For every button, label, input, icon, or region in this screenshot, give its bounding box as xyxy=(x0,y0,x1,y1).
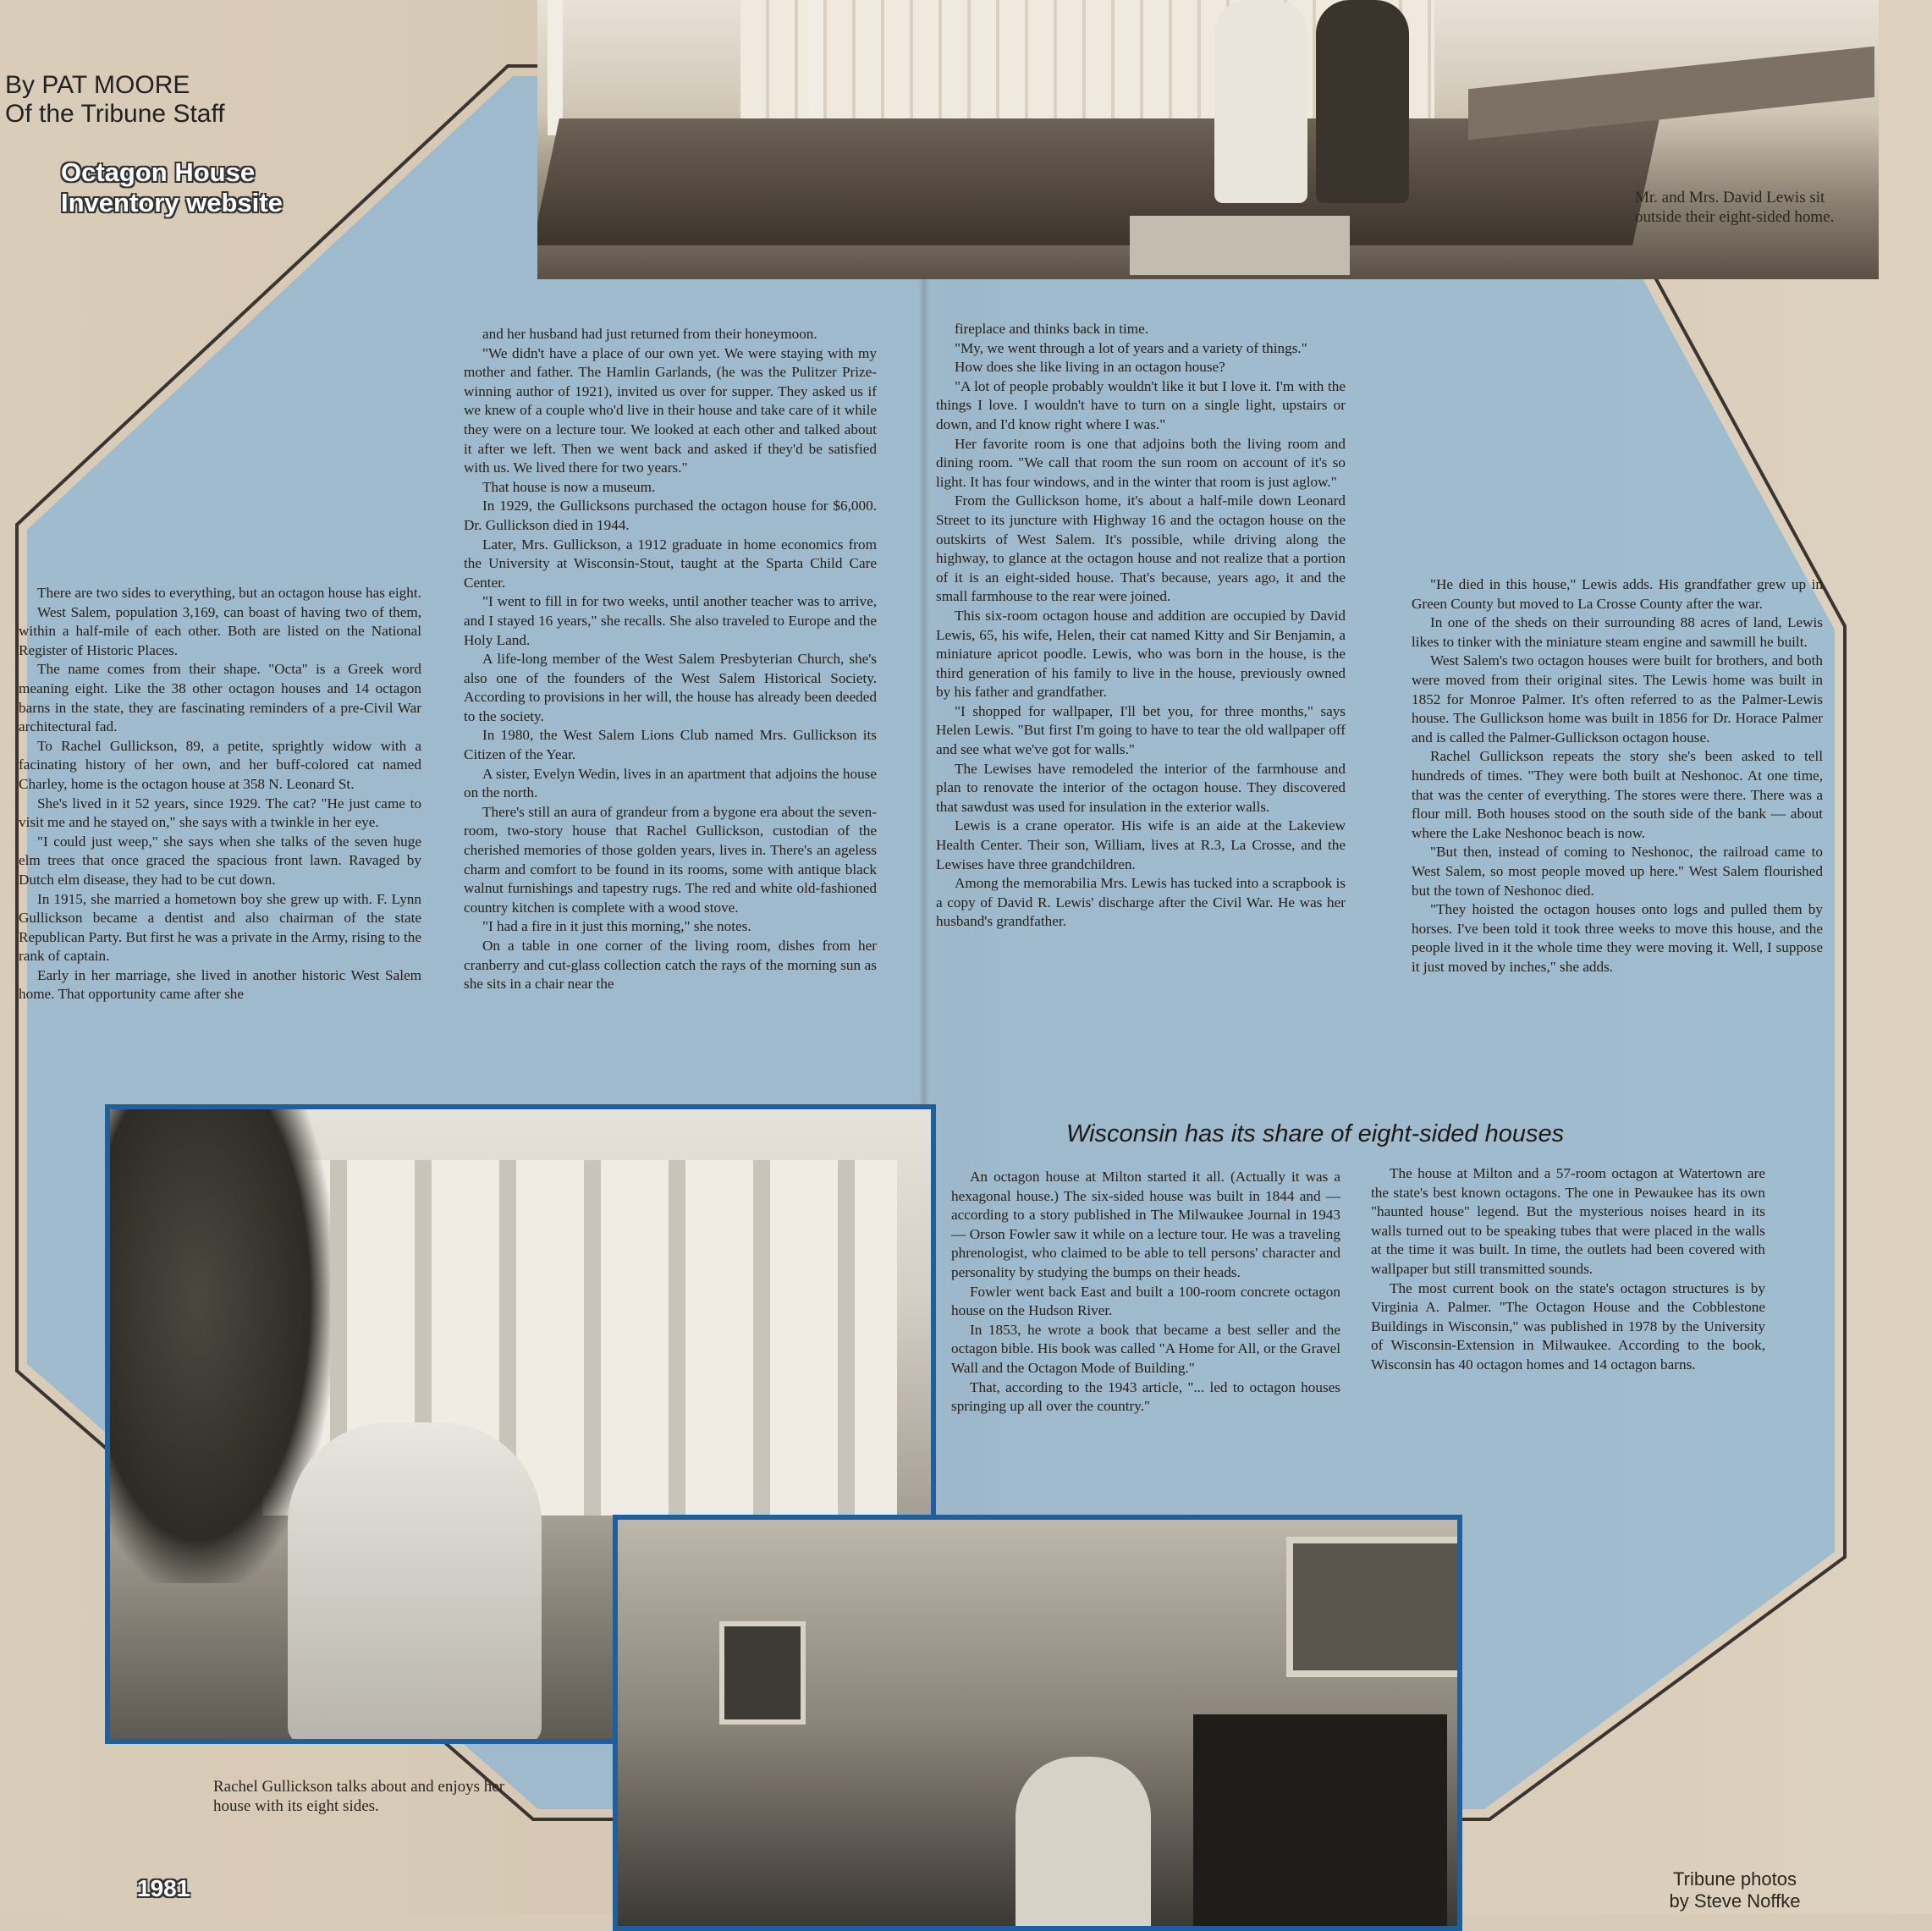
woman-in-chair xyxy=(1016,1757,1151,1931)
paragraph: "A lot of people probably wouldn't like it but I love it. I'm with the things I love. I wouldn't have to turn on a single light, upstairs or down, and I'd know right where I was." xyxy=(936,377,1346,432)
watermark-line2: Inventory website xyxy=(61,188,283,217)
paragraph: "They hoisted the octagon houses onto logs and pulled them by horses. I've been told it took three weeks to move this house, and the people lived in it the whole time they were moving it. Well, I suppose it just moved by inches," she adds. xyxy=(1412,901,1823,975)
paragraph: An octagon house at Milton started it all. (Actually it was a hexagonal house.) The six-sided house was built in 1844 and — according to a story published in The Milwaukee Journal in 1943 — Orson Fowler saw it while on a lecture tour. He was a traveling phrenologist, who claimed to be able to tell persons' character and personality by studying the bumps on their heads. xyxy=(951,1169,1340,1280)
paragraph: On a table in one corner of the living room, dishes from her cranberry and cut-glass collection catch the rays of the morning sun as she sits in a chair near the xyxy=(464,938,877,993)
photo-credit-line1: Tribune photos xyxy=(1673,1868,1797,1890)
paragraph: "I had a fire in it just this morning," she notes. xyxy=(482,918,751,935)
photo-credit-line2: by Steve Noffke xyxy=(1669,1890,1801,1912)
porch-column xyxy=(808,0,823,135)
paragraph: Among the memorabilia Mrs. Lewis has tucked into a scrapbook is a copy of David R. Lewis' discharge after the Civil War. He was her husband's grandfather. xyxy=(936,875,1346,930)
paragraph: and her husband had just returned from their honeymoon. xyxy=(482,326,817,342)
paragraph: In 1929, the Gullicksons purchased the octagon house for $6,000. Dr. Gullickson died in 1944. xyxy=(464,498,877,533)
paragraph: "But then, instead of coming to Neshonoc, the railroad came to West Salem, so most people moved up here." West Salem flourished but the town of Neshonoc died. xyxy=(1412,844,1823,899)
sidebar-column-left xyxy=(951,1168,1340,1417)
paragraph: Lewis is a crane operator. His wife is an aide at the Lakeview Health Center. Their son, William, lives at R.3, La Crosse, and the Lewises have three grandchildren. xyxy=(936,817,1346,872)
porch-column xyxy=(548,0,563,135)
paragraph: In one of the sheds on their surrounding 88 acres of land, Lewis likes to tinker with the miniature steam engine and sawmill he built. xyxy=(1412,614,1823,650)
paragraph: How does she like living in an octagon house? xyxy=(955,359,1225,376)
paragraph: "I shopped for wallpaper, I'll bet you, for three months," says Helen Lewis. "But first I'm going to have to tear the old wallpaper off and see what we've got for walls." xyxy=(936,702,1346,758)
paragraph: That house is now a museum. xyxy=(482,478,656,495)
front-steps xyxy=(1130,216,1350,275)
article-column-2 xyxy=(464,325,877,994)
paragraph: West Salem's two octagon houses were built for brothers, and both were moved from their original sites. The Lewis home was built in 1852 for Monroe Palmer. It's often referred to as the Palmer-Lewis house. The Gullickson home was built in 1856 for Dr. Horace Palmer and is called the Palmer-Gullickson octagon house. xyxy=(1412,652,1823,745)
paragraph: The name comes from their shape. "Octa" is a Greek word meaning eight. Like the 38 other octagon houses and 14 octagon barns in the state, they are fascinating reminders of a pre-Civil War architectural fad. xyxy=(19,661,421,735)
paragraph: Her favorite room is one that adjoins both the living room and dining room. "We call that room the sun room on account of it's so light. It has four windows, and in the winter that room is just aglow." xyxy=(936,435,1346,490)
paragraph: A life-long member of the West Salem Presbyterian Church, she's also one of the founders of the West Salem Historical Society. According to provisions in her will, the house has already been deeded to the society. xyxy=(464,651,877,724)
photo-credit xyxy=(1633,1868,1836,1912)
paragraph: "My, we went through a lot of years and a variety of things." xyxy=(955,339,1307,356)
paragraph: Later, Mrs. Gullickson, a 1912 graduate in home economics from the University at Wisconsin-Stout, taught at the Sparta Child Care Center. xyxy=(464,536,877,591)
paragraph: Rachel Gullickson repeats the story she's been asked to tell hundreds of times. "They were both built at Neshonoc. At one time, that was the center of everything. The stores were there. There was a flour mill. Both houses stood on the south side of the bank — about where the Lake Neshonoc beach is now. xyxy=(1412,748,1823,841)
ramp xyxy=(1468,47,1874,140)
paragraph: From the Gullickson home, it's about a half-mile down Leonard Street to its juncture with Highway 16 and the octagon house on the outskirts of West Salem. It's possible, while driving along the highway, to glance at the octagon house and not realize that a portion of it is an eight-sided house. That's because, years ago, it and the small farmhouse to the rear were joined. xyxy=(936,492,1346,605)
paragraph: Early in her marriage, she lived in another historic West Salem home. That opportunity came after she xyxy=(19,966,421,1003)
porch-deck xyxy=(537,118,1660,245)
paragraph: The Lewises have remodeled the interior of the farmhouse and plan to renovate the interior of the octagon house. They discovered that sawdust was used for insulation in the exterior walls. xyxy=(936,760,1346,815)
fireplace xyxy=(1193,1714,1447,1931)
paragraph: The house at Milton and a 57-room octagon at Watertown are the state's best known octagons. The one in Pewaukee has its own "haunted house" legend. But the mysterious noises heard in its walls turned out to be speaking tubes that were placed in the walls at the time it was built. In time, the outlets had been covered with wallpaper but still transmitted sounds. xyxy=(1371,1165,1765,1277)
sidebar-column-right xyxy=(1371,1164,1765,1375)
caption-top-photo: Mr. and Mrs. David Lewis sit outside their eight-sided home. xyxy=(1635,189,1835,226)
watermark-line1: Octagon House xyxy=(61,157,256,187)
paragraph: Fowler went back East and built a 100-room concrete octagon house on the Hudson River. xyxy=(951,1283,1340,1319)
rachel-gullickson xyxy=(288,1422,542,1744)
person-mrs-lewis xyxy=(1214,0,1307,203)
paragraph: fireplace and thinks back in time. xyxy=(955,321,1149,337)
paragraph: "We didn't have a place of our own yet. We were staying with my mother and father. The Hamlin Garlands, (he was the Pulitzer Prize-winning author of 1921), invited us over for supper. They asked us if we knew of a couple who'd live in their house and take care of it while they were on a lecture tour. We looked at each other and talked about it after we left. Then we went back and asked if they'd be satisfied with us. We lived there for two years." xyxy=(464,344,877,476)
paragraph: The most current book on the state's octagon structures is by Virginia A. Palmer. "The Octagon House and the Cobblestone Buildings in Wisconsin," was published in 1978 by the University of Wisconsin-Extension in Milwaukee. According to the book, Wisconsin has 40 octagon homes and 14 octagon barns. xyxy=(1371,1279,1765,1373)
paragraph: In 1980, the West Salem Lions Club named Mrs. Gullickson its Citizen of the Year. xyxy=(464,727,877,763)
watermark xyxy=(61,157,283,218)
paragraph: In 1853, he wrote a book that became a best seller and the octagon bible. His book was called "A Home for All, or the Gravel Wall and the Octagon Mode of Building." xyxy=(951,1321,1340,1376)
year-label: 1981 xyxy=(137,1875,190,1901)
wall-picture xyxy=(719,1621,806,1725)
photo-lewis-porch xyxy=(537,0,1879,279)
paragraph: A sister, Evelyn Wedin, lives in an apartment that adjoins the house on the north. xyxy=(464,765,877,801)
paragraph: There are two sides to everything, but an octagon house has eight. xyxy=(37,585,421,601)
sidebar-headline: Wisconsin has its share of eight-sided houses xyxy=(1066,1120,1565,1147)
paragraph: There's still an aura of grandeur from a bygone era about the seven-room, two-story house that Rachel Gullickson, custodian of the cherished memories of those golden years, lives in. There's an ageless charm and comfort to be found in its rooms, some with antique black walnut furnishings and tapestry rugs. The red and white old-fashioned country kitchen is complete with a wood stove. xyxy=(464,803,877,916)
wall-painting xyxy=(1286,1537,1462,1677)
caption-porch-photo: Rachel Gullickson talks about and enjoys her house with its eight sides. xyxy=(213,1778,505,1815)
paragraph: "I could just weep," she says when she talks of the seven huge elm trees that once graced the spacious front lawn. Ravaged by Dutch elm disease, they had to be cut down. xyxy=(19,833,421,888)
byline-author: By PAT MOORE xyxy=(5,71,190,99)
paragraph: That, according to the 1943 article, "... led to octagon houses springing up all over the country." xyxy=(951,1378,1340,1415)
paragraph: She's lived in it 52 years, since 1929. The cat? "He just came to visit me and he stayed on," she says with a twinkle in her eye. xyxy=(19,795,421,831)
paragraph: In 1915, she married a hometown boy she grew up with. F. Lynn Gullickson became a dentist and also chairman of the state Republican Party. But first he was a private in the Army, rising to the rank of captain. xyxy=(19,890,421,965)
paragraph: West Salem, population 3,169, can boast of having two of them, within a half-mile of each other. Both are listed on the National Register of Historic Places. xyxy=(19,603,421,658)
paragraph: "He died in this house," Lewis adds. His grandfather grew up in Green County but moved to La Crosse County after the war. xyxy=(1412,576,1823,612)
article-column-4 xyxy=(1412,575,1823,977)
byline-staff: Of the Tribune Staff xyxy=(5,100,225,128)
byline xyxy=(5,71,225,129)
paragraph: "I went to fill in for two weeks, until another teacher was to arrive, and I stayed 16 years," she recalls. She also traveled to Europe and the Holy Land. xyxy=(464,593,877,648)
photo-living-room xyxy=(613,1515,1462,1931)
article-column-3 xyxy=(936,320,1346,932)
person-mr-lewis xyxy=(1316,0,1409,203)
article-column-1 xyxy=(19,584,421,1004)
paragraph: This six-room octagon house and addition are occupied by David Lewis, 65, his wife, Helen, their cat named Kitty and Sir Benjamin, a miniature apricot poodle. Lewis, who was born in the house, is the third generation of his family to live in the house, previously owned by his father and grandfather. xyxy=(936,607,1346,701)
paragraph: To Rachel Gullickson, 89, a petite, sprightly widow with a facinating history of her own, and her buff-colored cat named Charley, home is the octagon house at 358 N. Leonard St. xyxy=(19,737,421,792)
